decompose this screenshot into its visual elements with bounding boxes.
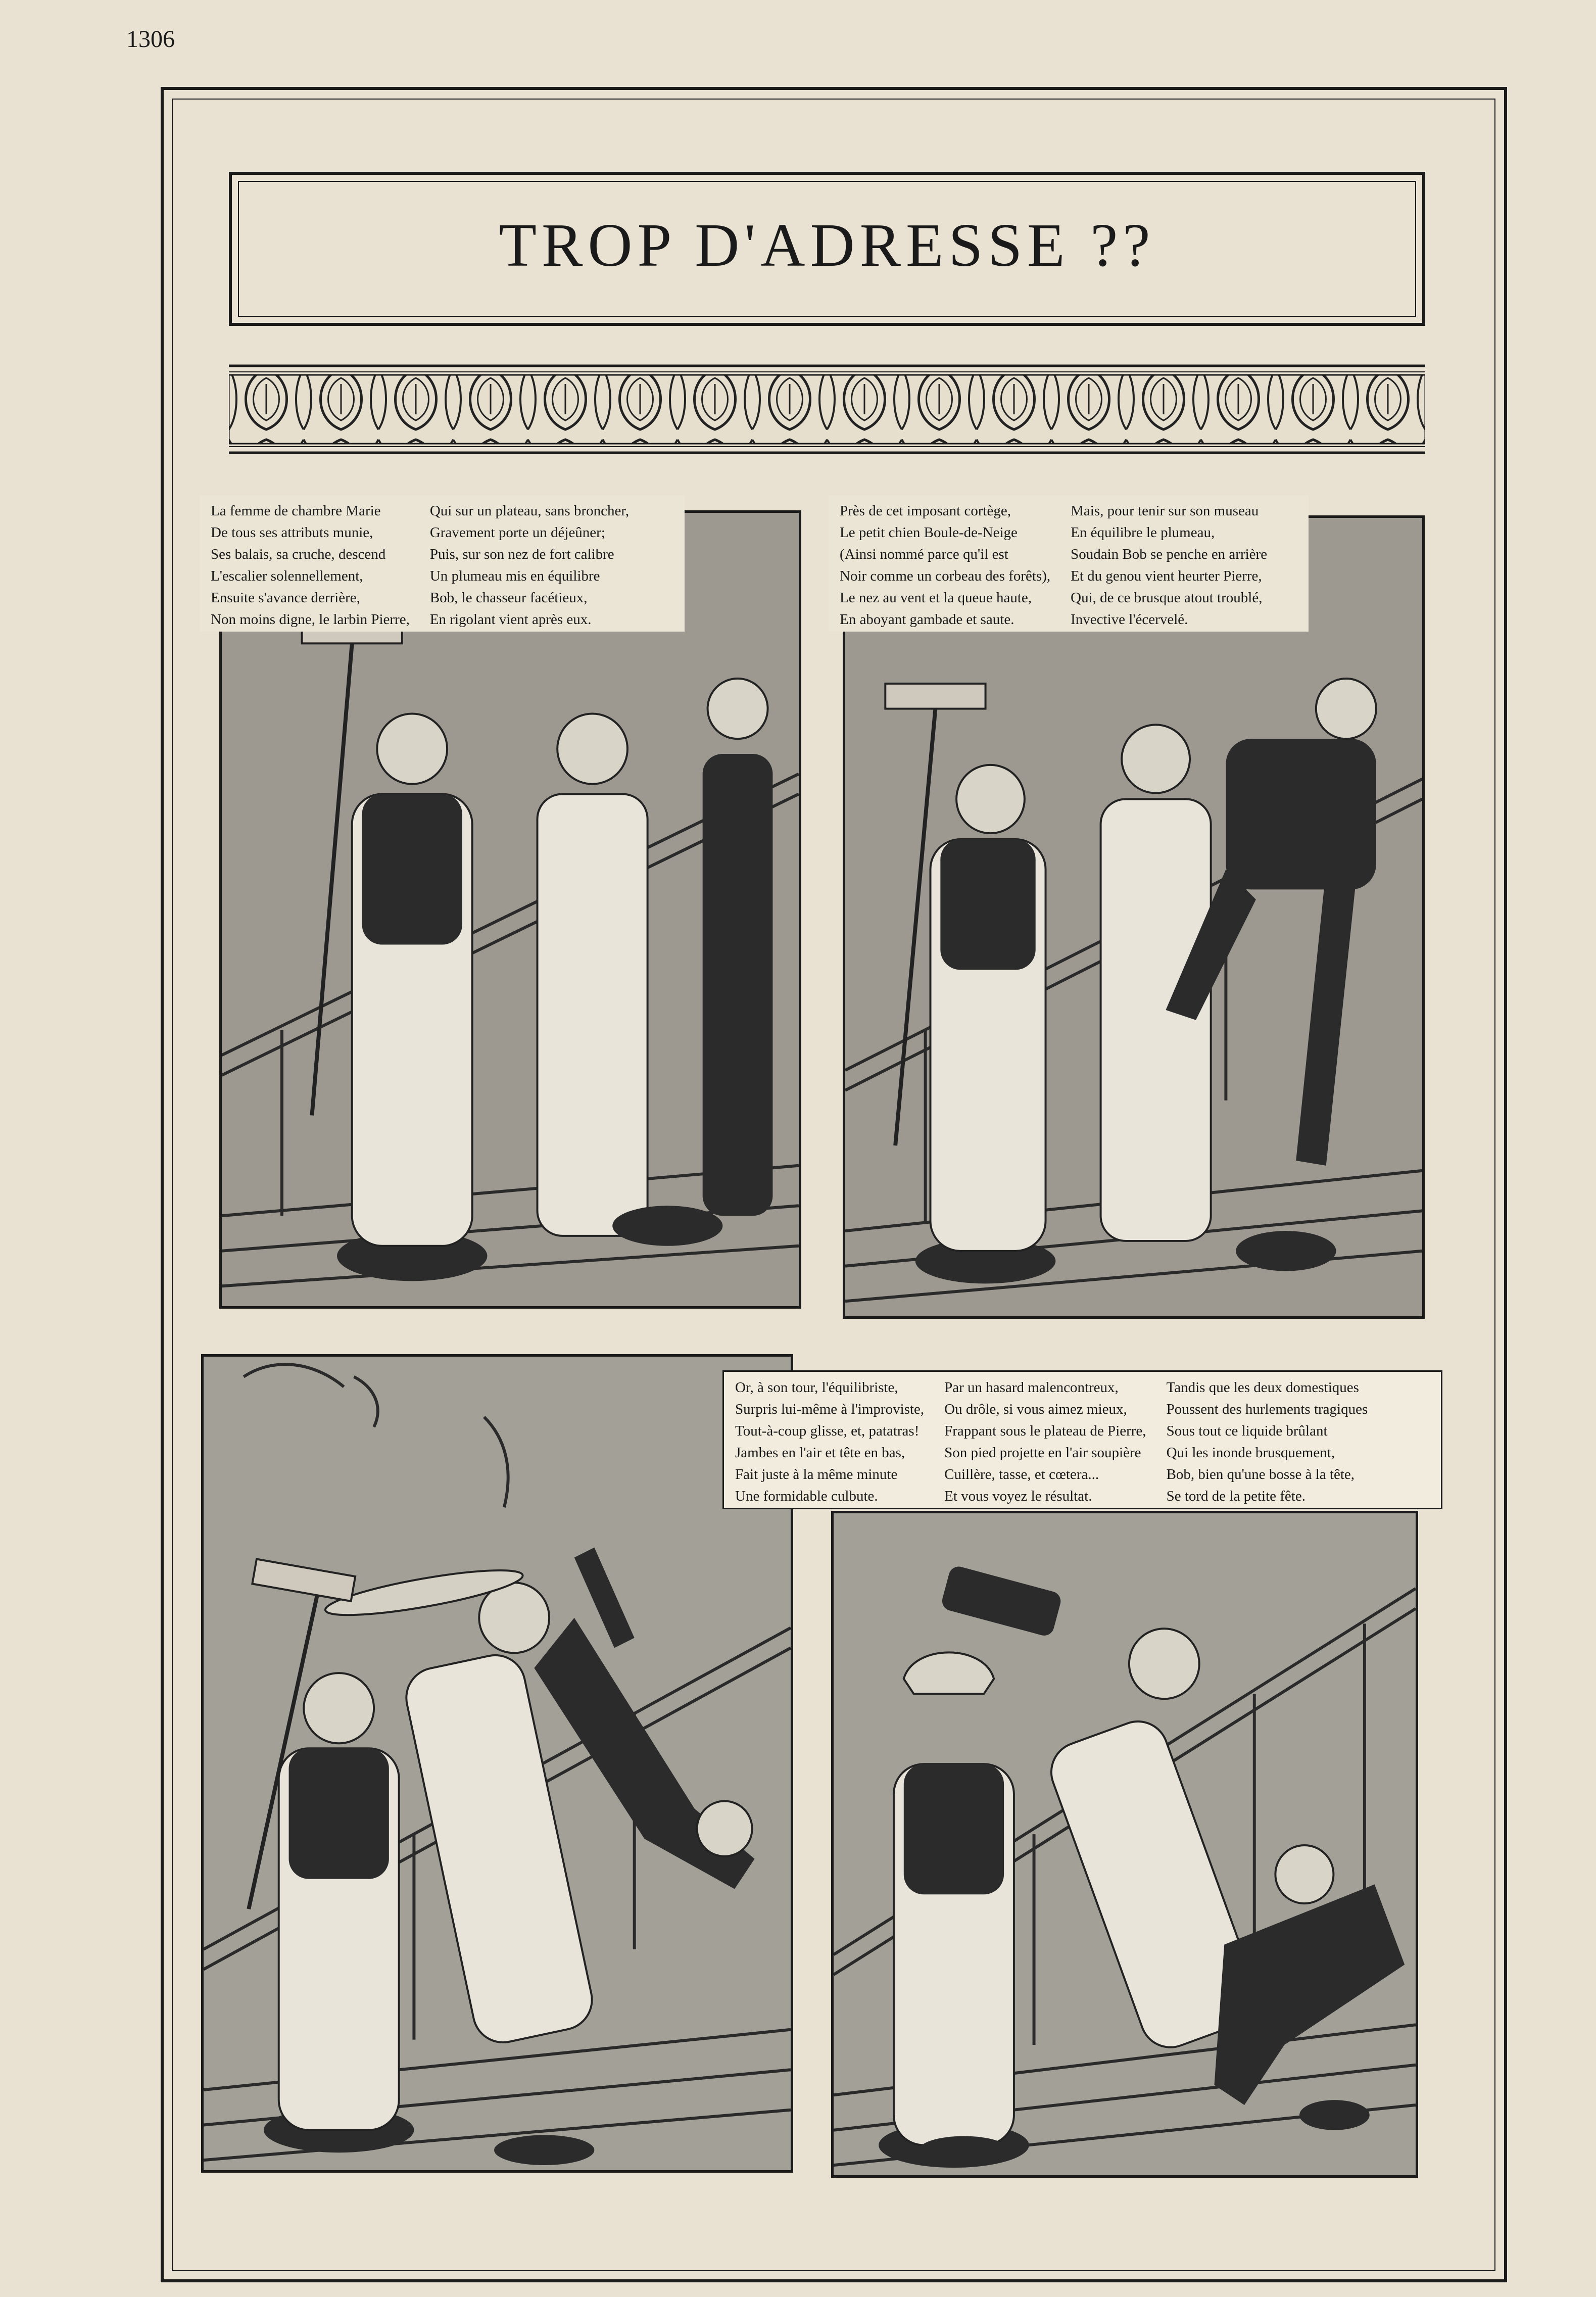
caption-column (840, 500, 1050, 627)
title-box (229, 172, 1425, 326)
caption-line: Près de cet imposant cortège, (840, 503, 1011, 519)
page-title: TROP D'ADRESSE ?? (499, 211, 1155, 279)
caption-line: Tout-à-coup glisse, et, patatras! (735, 1423, 920, 1439)
caption-column (944, 1377, 1146, 1503)
caption-line: De tous ses attributs munie, (211, 524, 373, 541)
caption-line: (Ainsi nommé parce qu'il est (840, 546, 1008, 562)
caption-line: Puis, sur son nez de fort calibre (429, 546, 614, 562)
caption-line: Par un hasard malencontreux, (944, 1379, 1119, 1396)
page-number: 1306 (126, 26, 175, 53)
caption-line: En équilibre le plumeau, (1071, 524, 1215, 541)
ornament-band (229, 364, 1425, 455)
caption-line: Qui, de ce brusque atout troublé, (1071, 590, 1263, 606)
caption-line: Noir comme un corbeau des forêts), (840, 568, 1051, 584)
caption-line: Surpris lui-même à l'improviste, (735, 1401, 925, 1417)
caption-line: Une formidable culbute. (735, 1488, 878, 1504)
spill-scene-illustration-icon (834, 1513, 1416, 2175)
caption-line: Se tord de la petite fête. (1166, 1488, 1305, 1504)
caption-line: Bob, bien qu'une bosse à la tête, (1166, 1466, 1355, 1482)
caption-line: Le nez au vent et la queue haute, (840, 590, 1032, 606)
caption-line: Frappant sous le plateau de Pierre, (944, 1423, 1146, 1439)
fall-scene-illustration-icon (204, 1357, 791, 2170)
stair-scene-illustration-icon (222, 513, 799, 1306)
comic-panel-3 (201, 1354, 793, 2173)
caption-line: Poussent des hurlements tragiques (1166, 1401, 1368, 1417)
caption-line: Jambes en l'air et tête en bas, (735, 1445, 905, 1461)
stair-scene-illustration-icon (845, 518, 1422, 1316)
caption-line: Bob, le chasseur facétieux, (429, 590, 588, 606)
ornament-pattern-icon (229, 364, 1425, 455)
caption-line: Mais, pour tenir sur son museau (1071, 503, 1259, 519)
comic-panel-4 (831, 1511, 1418, 2178)
caption-column (735, 1377, 924, 1503)
caption-line: Qui les inonde brusquement, (1166, 1445, 1335, 1461)
caption-line: Ensuite s'avance derrière, (211, 590, 360, 606)
caption-line: Gravement porte un déjeûner; (429, 524, 605, 541)
caption-column (430, 500, 629, 627)
caption-line: Fait juste à la même minute (735, 1466, 898, 1482)
caption-line: Soudain Bob se penche en arrière (1071, 546, 1268, 562)
caption-line: Or, à son tour, l'équilibriste, (735, 1379, 898, 1396)
caption-line: Tandis que les deux domestiques (1166, 1379, 1359, 1396)
caption-line: Et du genou vient heurter Pierre, (1071, 568, 1262, 584)
caption-top-right (829, 495, 1309, 632)
caption-column (211, 500, 410, 627)
caption-line: Ou drôle, si vous aimez mieux, (944, 1401, 1127, 1417)
caption-column (1167, 1377, 1368, 1503)
caption-line: En rigolant vient après eux. (429, 611, 592, 628)
caption-line: L'escalier solennellement, (211, 568, 363, 584)
caption-line: Invective l'écervelé. (1071, 611, 1188, 628)
caption-top-left (200, 495, 685, 632)
caption-line: Cuillère, tasse, et cœtera... (944, 1466, 1099, 1482)
caption-line: Sous tout ce liquide brûlant (1166, 1423, 1328, 1439)
caption-column (1071, 500, 1267, 627)
caption-line: Son pied projette en l'air soupière (944, 1445, 1141, 1461)
caption-line: Qui sur un plateau, sans broncher, (429, 503, 630, 519)
caption-line: Un plumeau mis en équilibre (429, 568, 600, 584)
caption-line: En aboyant gambade et saute. (840, 611, 1014, 628)
caption-line: La femme de chambre Marie (211, 503, 381, 519)
caption-line: Ses balais, sa cruche, descend (211, 546, 386, 562)
caption-line: Le petit chien Boule-de-Neige (840, 524, 1018, 541)
comic-panel-2 (843, 515, 1425, 1319)
caption-line: Et vous voyez le résultat. (944, 1488, 1092, 1504)
caption-line: Non moins digne, le larbin Pierre, (211, 611, 410, 628)
caption-bottom (722, 1370, 1442, 1509)
